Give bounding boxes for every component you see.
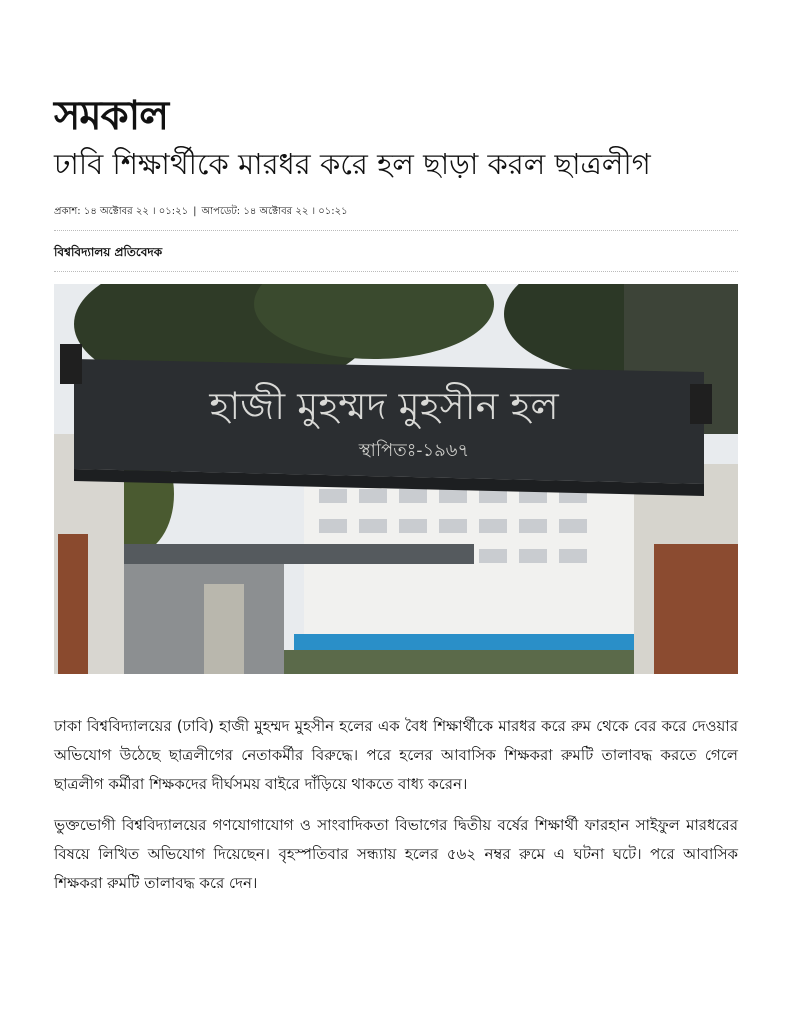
updated-date: আপডেট: ১৪ অক্টোবর ২২ । ০১:২১	[201, 206, 348, 217]
published-date: প্রকাশ: ১৪ অক্টোবর ২২ । ০১:২১	[54, 206, 189, 217]
paragraph-1: ঢাকা বিশ্ববিদ্যালয়ের (ঢাবি) হাজী মুহম্মদ মুহসীন হলের এক বৈধ শিক্ষার্থীকে মারধর করে রুম থেকে বের করে দেওয়ার অভিযোগ উঠেছে ছাত্রলীগের নেতাকর্মীর বিরুদ্ধে। পরে হলের আবাসিক শিক্ষকরা রুমটি তালাবদ্ধ করতে গেলে ছাত্রলীগ কর্মীরা শিক্ষকদের দীর্ঘসময় বাইরে দাঁড়িয়ে থাকতে বাধ্য করেন।	[54, 717, 738, 793]
paragraph-2: ভুক্তভোগী বিশ্ববিদ্যালয়ের গণযোগাযোগ ও সাংবাদিকতা বিভাগের দ্বিতীয় বর্ষের শিক্ষার্থী ফারহান সাইফুল মারধরের বিষয়ে লিখিত অভিযোগ দিয়েছেন। বৃহস্পতিবার সন্ধ্যায় হলের ৫৬২ নম্বর রুমে এ ঘটনা ঘটে। পরে আবাসিক শিক্ষকরা রুমটি তালাবদ্ধ করে দেন।	[54, 816, 738, 892]
divider-bottom	[54, 271, 738, 272]
article-photo	[54, 284, 738, 674]
article-body	[54, 712, 738, 910]
sign-sub-text: স্থাপিতঃ-১৯৬৭	[358, 440, 470, 461]
divider-top	[54, 230, 738, 231]
meta-separator: |	[193, 206, 197, 217]
byline[interactable]: বিশ্ববিদ্যালয় প্রতিবেদক	[54, 245, 163, 259]
masthead-logo[interactable]: সমকাল	[54, 92, 169, 139]
sign-main-text: হাজী মুহম্মদ মুহসীন হল	[209, 384, 559, 428]
article-meta	[54, 204, 348, 221]
article-headline: ঢাবি শিক্ষার্থীকে মারধর করে হল ছাড়া করল ছাত্রলীগ	[54, 147, 651, 181]
